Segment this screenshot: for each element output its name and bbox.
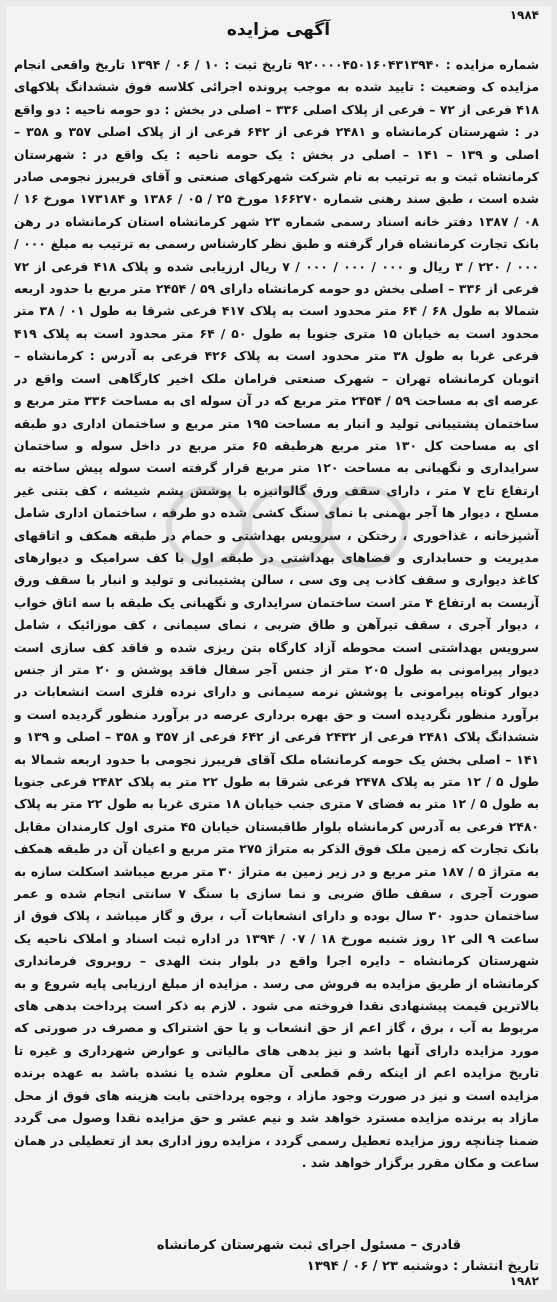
ad-number-top: ۱۹۸۴ (509, 8, 539, 22)
ad-signature: قادری – مسئول اجرای ثبت شهرستان کرمانشاه (156, 1238, 461, 1253)
newspaper-clipping (6, 6, 551, 1290)
ad-title: آگهی مزایده (226, 20, 331, 40)
ad-publish-date: تاریخ انتشار : دوشنبه ۲۳ / ۰۶ / ۱۳۹۴ (306, 1259, 539, 1274)
ad-number-bottom: ۱۹۸۲ (509, 1274, 539, 1288)
ad-body-text: شماره مزایده : ۹۲۰۰۰۰۴۵۰۱۶۰۴۳۱۳۹۴۰ تاریخ ثبت : ۱۰ / ۰۶ / ۱۳۹۴ تاریخ واقعی انجام مزایده ک وضعیت : تایید شده به موجب پرونده اجرائی کلاسه فوق ششدانگ پلاکهای ۴۱۸ فرعی از ۷۲ – فرعی از پلاک اصلی ۳۳۶ – اصلی در بخش : دو حومه ناحیه : دو واقع در : شهرستان کرمانشاه و ۲۴۸۱ فرعی از ۶۴۲ فرعی از از پلاک اصلی ۳۵۷ و ۳۵۸ – اصلی و ۱۳۹ – ۱۴۱ – اصلی در بخش : یک حومه ناحیه : یک واقع در : شهرستان کرمانشاه ثبت و به ترتیب به نام شرکت شهرکهای صنعتی و آقای فریبرز نجومی صادر شده است ، طبق سند رهنی شماره ۱۶۶۲۷۰ مورخ ۲۵ / ۰۵ / ۱۳۸۶ و ۱۷۳۱۸۴ مورخ ۱۶ / ۰۸ / ۱۳۸۷ دفتر خانه اسناد رسمی شماره ۲۳ شهر کرمانشاه استان کرمانشاه در رهن بانک تجارت کرمانشاه قرار گرفته و طبق نظر کارشناس رسمی به ترتیب به مبلغ ۰۰۰ / ۰۰۰ / ۲۲۰ / ۳ ریال و ۰۰۰ / ۰۰۰ / ۰۰۰ / ۷ ریال ارزیابی شده و پلاک ۴۱۸ فرعی از ۷۲ فرعی از ۳۳۶ – اصلی بخش دو حومه کرمانشاه دارای ۵۹ / ۲۴۵۴ متر مربع با حدود اربعه شمالا به طول ۶۸ / ۶۴ متر محدود است به پلاک ۴۱۷ فرعی شرقا به طول ۰۱ / ۳۸ متر محدود است به خیابان ۱۵ متری جنوبا به طول ۵۰ / ۶۴ متر محدود است به پلاک ۴۱۹ فرعی غربا به طول ۳۸ متر محدود است به پلاک ۴۲۶ فرعی به آدرس : کرمانشاه – اتوبان کرمانشاه تهران – شهرک صنعتی فرامان ملک اخیر کارگاهی است واقع در عرصه ای به مساحت ۵۹ / ۲۴۵۴ متر مربع که در آن سوله ای به مساحت ۳۳۶ متر مربع و ساختمان پشتیبانی تولید و انبار به مساحت ۱۹۵ متر مربع و ساختمان اداری دو طبقه ای به مساحت کل ۱۳۰ متر مربع هرطبقه ۶۵ متر مربع در داخل سوله و ساختمان سرایداری و نگهبانی به مساحت ۱۲۰ متر مربع قرار گرفته است سوله پیش ساخته به ارتفاع تاج ۷ متر ، دارای سقف ورق گالوانیزه با پوشش پشم شیشه ، کف بتنی غیر مسلح ، دیوار ها آجر بهمنی با نمای سنگ کشی شده دو طرفه ، ساختمان اداری شامل آشپزخانه ، غذاخوری ، رختکن ، سرویس بهداشتی و حمام در طبقه همکف و اتاقهای مدیریت و حسابداری و فضاهای بهداشتی در طبقه اول با کف سرامیک و دیوارهای کاغذ دیواری و سقف کاذب پی وی سی ، سالن پشتیبانی و تولید و انبار با سقف ورق آزبست به ارتفاع ۴ متر است ساختمان سرایداری و نگهبانی یک طبقه با سه اتاق خواب ، دیوار آجری ، سقف تیرآهن و طاق ضربی ، نمای سیمانی ، کف موزائیک ، شامل سرویس بهداشتی است محوطه آزاد کارگاه بتن ریزی شده و فاقد کف سازی است دیوار پیرامونی به طول ۲۰۵ متر از جنس آجر سفال فاقد پوشش و ۲۰ متر از جنس دیوار کوتاه پیرامونی با پوشش نرمه سیمانی و دارای نرده فلزی است انشعابات در برآورد منظور نگردیده است و حق بهره برداری عرصه در برآورد منظور گردیده است و ششدانگ پلاک ۲۴۸۱ فرعی از ۲۴۳۲ فرعی از ۶۴۲ فرعی از ۳۵۷ و ۳۵۸ – اصلی و ۱۳۹ و ۱۴۱ – اصلی بخش یک حومه کرمانشاه ملک آقای فریبرز نجومی با حدود اربعه شمالا به طول ۵ / ۱۲ متر به پلاک ۲۴۷۸ فرعی شرقا به طول ۲۲ متر به پلاک ۲۴۸۲ فرعی جنوبا به طول ۵ / ۱۲ متر به فضای ۷ متری جنب خیابان ۱۸ متری غربا به طول ۲۲ متر به پلاک ۲۴۸۰ فرعی به آدرس کرمانشاه بلوار طاقبستان خیابان ۴۵ متری اول کارمندان مقابل بانک تجارت که زمین ملک فوق الذکر به متراژ ۲۷۵ متر مربع و اعیان آن در طبقه همکف به متراژ ۵ / ۱۸۷ متر مربع و در زیر زمین به متراژ ۳۰ متر مربع میباشد اسکلت سازه به صورت آجری ، سقف طاق ضربی و نما سازی با سنگ ۷ سانتی انجام شده و عمر ساختمان حدود ۳۰ سال بوده و دارای انشعابات آب ، برق و گاز میباشد ، پلاک فوق از ساعت ۹ الی ۱۲ روز شنبه مورخ ۱۸ / ۰۷ / ۱۳۹۴ در اداره ثبت اسناد و املاک ناحیه یک شهرستان کرمانشاه – دایره اجرا واقع در بلوار بنت الهدی – روبروی فرمانداری کرمانشاه از طریق مزایده به فروش می رسد . مزایده از مبلغ ارزیابی پایه شروع و به بالاترین قیمت پیشنهادی نقدا فروخته می شود . لازم به ذکر است پرداخت بدهی های مربوط به آب ، برق ، گاز اعم از حق انشعاب و یا حق اشتراک و مصرف در صورتی که مورد مزایده دارای آنها باشد و نیز بدهی های مالیاتی و عوارض شهرداری و غیره تا تاریخ مزایده اعم از اینکه رقم قطعی آن معلوم شده یا نشده باشد به عهده برنده مزایده است و نیز در صورت وجود مازاد ، وجوه پرداختی بابت هزینه های فوق از محل مازاد به برنده مزایده مسترد خواهد شد و نیم عشر و حق مزایده نقدا وصول می گردد ضمنا چنانچه روز مزایده تعطیل رسمی گردد ، مزایده روز اداری بعد از تعطیلی در همان ساعت و مکان مقرر برگزار خواهد شد . (14, 57, 539, 1170)
ad-body (14, 54, 539, 1236)
